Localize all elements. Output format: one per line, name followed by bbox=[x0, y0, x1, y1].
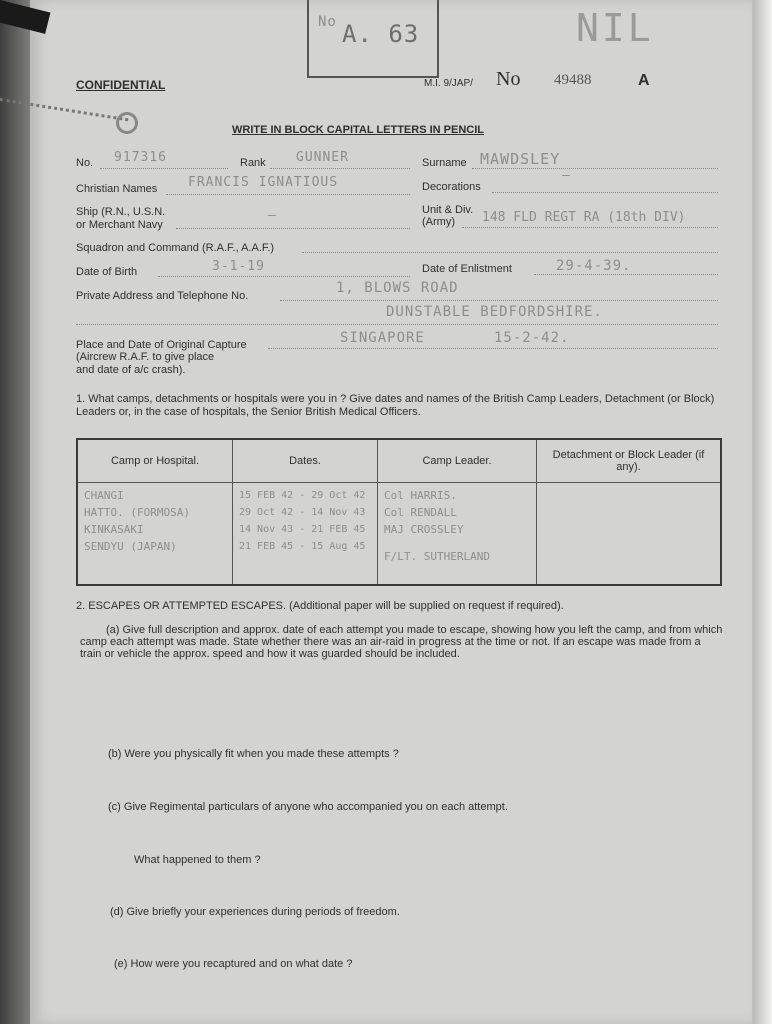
question-2c: (c) Give Regimental particulars of anyone who accompanied you on each attempt. bbox=[108, 801, 508, 813]
enlistment-label: Date of Enlistment bbox=[422, 263, 512, 275]
surname-line bbox=[472, 168, 718, 169]
christian-names-line bbox=[166, 194, 410, 195]
question-2b: (b) Were you physically fit when you made these attempts ? bbox=[108, 748, 399, 760]
address-line-2-rule bbox=[76, 324, 718, 325]
instruction-heading: WRITE IN BLOCK CAPITAL LETTERS IN PENCIL bbox=[232, 124, 484, 136]
camp-name: SENDYU (JAPAN) bbox=[84, 540, 177, 553]
header-camp: Camp or Hospital. bbox=[77, 439, 233, 483]
capture-date: 15-2-42. bbox=[494, 330, 570, 346]
treasury-tag-ring bbox=[116, 112, 138, 134]
service-number-value: 917316 bbox=[114, 150, 167, 165]
camp-dates: 15 FEB 42 - 29 Oct 42 bbox=[239, 490, 366, 501]
stamp-ref: A. 63 bbox=[342, 20, 420, 48]
camp-leader: F/LT. SUTHERLAND bbox=[384, 550, 490, 563]
capture-label-2: (Aircrew R.A.F. to give place bbox=[76, 351, 215, 363]
capture-label-1: Place and Date of Original Capture bbox=[76, 339, 247, 351]
surname-value: MAWDSLEY bbox=[480, 150, 561, 168]
christian-names-value: FRANCIS IGNATIOUS bbox=[188, 175, 339, 190]
date-of-birth-value: 3-1-19 bbox=[212, 259, 265, 274]
detachment-column bbox=[537, 483, 722, 586]
rank-label: Rank bbox=[240, 157, 266, 169]
stamp-no: No bbox=[318, 14, 337, 30]
squadron-line bbox=[302, 252, 718, 253]
header-detachment-leader: Detachment or Block Leader (if any). bbox=[537, 439, 722, 483]
unit-value: 148 FLD REGT RA (18th DIV) bbox=[482, 210, 686, 225]
date-of-birth-line bbox=[158, 276, 410, 277]
service-number-line bbox=[100, 168, 228, 169]
capture-line bbox=[268, 348, 718, 349]
question-2e: (e) How were you recaptured and on what date ? bbox=[114, 958, 353, 970]
decorations-line bbox=[492, 192, 718, 193]
unit-label-2: (Army) bbox=[422, 216, 455, 228]
camp-leader: Col RENDALL bbox=[384, 506, 457, 519]
enlistment-line bbox=[534, 274, 718, 275]
form-reference: M.I. 9/JAP/ bbox=[424, 78, 473, 89]
camp-name: KINKASAKI bbox=[84, 523, 144, 536]
camp-dates: 14 Nov 43 - 21 FEB 45 bbox=[239, 524, 366, 535]
unit-label-1: Unit & Div. bbox=[422, 204, 474, 216]
address-line-1-rule bbox=[280, 300, 718, 301]
camps-column bbox=[77, 483, 233, 586]
header-dates: Dates. bbox=[233, 439, 378, 483]
capture-place: SINGAPORE bbox=[340, 330, 425, 346]
form-number: 49488 bbox=[554, 72, 592, 88]
question-2-title: 2. ESCAPES OR ATTEMPTED ESCAPES. (Additional paper will be supplied on request if required). bbox=[76, 600, 564, 612]
camp-dates: 21 FEB 45 - 15 Aug 45 bbox=[239, 541, 366, 552]
ship-label-2: or Merchant Navy bbox=[76, 219, 163, 231]
camp-name: CHANGI bbox=[84, 489, 124, 502]
camps-table-body bbox=[77, 483, 721, 586]
capture-label-3: and date of a/c crash). bbox=[76, 364, 186, 376]
address-line-2: DUNSTABLE BEDFORDSHIRE. bbox=[386, 304, 603, 320]
ship-line bbox=[176, 228, 410, 229]
unit-line bbox=[462, 227, 718, 228]
camp-dates: 29 Oct 42 - 14 Nov 43 bbox=[239, 507, 366, 518]
service-number-label: No. bbox=[76, 157, 94, 169]
address-line-1: 1, BLOWS ROAD bbox=[336, 280, 459, 296]
ship-value: — bbox=[268, 208, 277, 223]
camp-leader: Col HARRIS. bbox=[384, 489, 457, 502]
address-label: Private Address and Telephone No. bbox=[76, 290, 249, 302]
camp-name: HATTO. (FORMOSA) bbox=[84, 506, 190, 519]
camps-table-header bbox=[77, 439, 721, 483]
question-1-text: 1. What camps, detachments or hospitals were you in ? Give dates and names of the British Camp Leaders, Detachment (or Block) Leaders or, in the case of hospitals, the Senior British Medical Officers. bbox=[76, 393, 715, 418]
confidential-heading: CONFIDENTIAL bbox=[76, 78, 166, 92]
camps-table bbox=[76, 438, 722, 586]
christian-names-label: Christian Names bbox=[76, 183, 158, 195]
rank-value: GUNNER bbox=[296, 150, 349, 165]
date-of-birth-label: Date of Birth bbox=[76, 266, 138, 278]
form-series: A bbox=[638, 72, 650, 89]
number-label: No bbox=[496, 68, 521, 90]
dates-column bbox=[233, 483, 378, 586]
surname-label: Surname bbox=[422, 157, 467, 169]
handwritten-nil: NIL bbox=[576, 6, 654, 50]
squadron-label: Squadron and Command (R.A.F., A.A.F.) bbox=[76, 242, 275, 254]
leaders-column bbox=[378, 483, 537, 586]
ship-label-1: Ship (R.N., U.S.N. bbox=[76, 206, 166, 218]
decorations-label: Decorations bbox=[422, 181, 481, 193]
question-2c-followup: What happened to them ? bbox=[134, 854, 261, 866]
camp-leader: MAJ CROSSLEY bbox=[384, 523, 464, 536]
rank-line bbox=[270, 168, 410, 169]
question-2a: (a) Give full description and approx. date of each attempt you made to escape, showing how you left the camp, and from which camp each attempt was made. State whether there was an air-raid in progress at the time or not. If an escape was made from a train or vehicle the approx. speed and how it was guarded should be included. bbox=[80, 624, 723, 660]
decorations-value: — bbox=[562, 168, 571, 183]
enlistment-value: 29-4-39. bbox=[556, 258, 632, 274]
header-camp-leader: Camp Leader. bbox=[378, 439, 537, 483]
question-2d: (d) Give briefly your experiences during periods of freedom. bbox=[110, 906, 400, 918]
